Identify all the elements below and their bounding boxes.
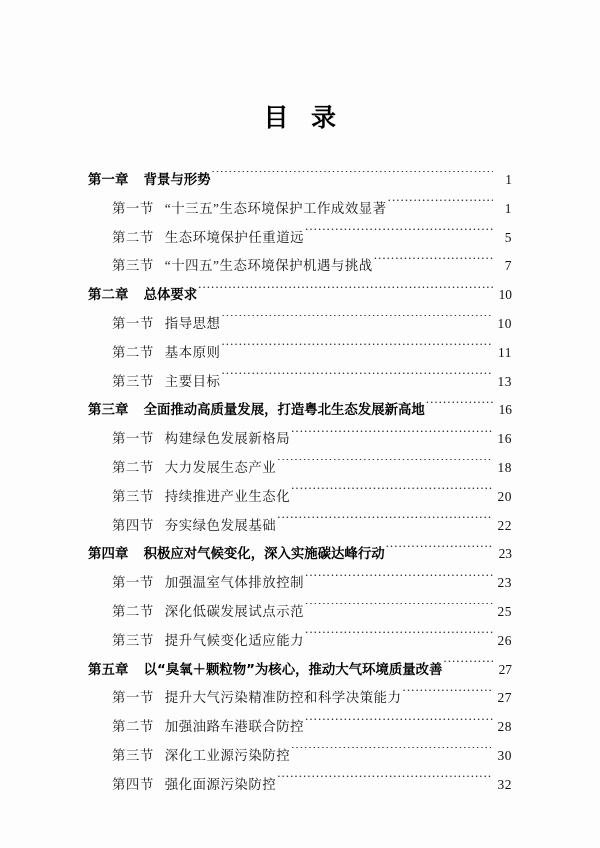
toc-entry-label: 全面推动高质量发展，打造粤北生态发展新高地 [143, 403, 425, 419]
toc-chapter-entry[interactable] [0, 281, 600, 310]
toc-entry-page-number: 23 [498, 546, 512, 562]
dot-leader [374, 257, 493, 270]
dot-leader [222, 372, 494, 385]
toc-section-entry[interactable] [0, 224, 600, 253]
toc-entry-page-number: 26 [497, 632, 512, 648]
toc-entry-label: 加强油路车港联合防控 [164, 719, 305, 735]
toc-entry-page-number: 28 [497, 719, 512, 735]
toc-section-entry[interactable] [0, 483, 600, 512]
toc-entry-page-number: 25 [497, 603, 512, 619]
dot-leader [291, 747, 493, 760]
toc-entry-label: “十三五”生态环境保护工作成效显著 [164, 200, 387, 216]
toc-entry-page-number: 10 [497, 315, 512, 331]
toc-entry-page-number: 1 [505, 172, 512, 187]
dot-leader [222, 343, 494, 356]
toc-section-entry[interactable] [0, 742, 600, 771]
toc-entry-number: 第一节 [112, 431, 154, 447]
toc-entry-page-number: 5 [504, 229, 512, 245]
toc-entry-page-number: 27 [498, 661, 512, 677]
dot-leader [443, 660, 493, 673]
toc-entry-label: 提升气候变化适应能力 [164, 632, 305, 648]
dot-leader [403, 689, 493, 702]
toc-section-entry[interactable] [0, 569, 600, 598]
toc-section-entry[interactable] [0, 771, 600, 800]
toc-section-entry[interactable] [0, 425, 600, 454]
toc-entry-page-number: 27 [497, 690, 512, 706]
toc-entry-page-number: 30 [497, 747, 512, 763]
toc-entry-number: 第二节 [112, 603, 154, 619]
dot-leader [305, 574, 493, 587]
dot-leader [305, 631, 493, 644]
toc-chapter-entry[interactable] [0, 656, 600, 685]
dot-leader [386, 545, 493, 558]
dot-leader [198, 286, 493, 299]
toc-entry-label: 基本原则 [164, 344, 221, 360]
toc-section-entry[interactable] [0, 252, 600, 281]
toc-entry-page-number: 11 [498, 344, 512, 360]
toc-entry-number: 第一节 [112, 690, 154, 706]
table-of-contents [0, 166, 600, 800]
toc-entry-page-number: 16 [497, 431, 512, 447]
toc-entry-label: 以“臭氧＋颗粒物”为核心，推动大气环境质量改善 [143, 662, 443, 678]
toc-entry-label: 强化面源污染防控 [164, 776, 277, 792]
dot-leader [277, 516, 493, 529]
toc-section-entry[interactable] [0, 339, 600, 368]
page-title-char-2: 录 [311, 103, 337, 132]
toc-entry-page-number: 18 [497, 459, 512, 475]
page-title [0, 0, 600, 134]
toc-entry-label: 积极应对气候变化，深入实施碳达峰行动 [143, 547, 385, 563]
toc-entry-label: 加强温室气体排放控制 [164, 575, 305, 591]
toc-entry-label: 持续推进产业生态化 [164, 488, 291, 504]
toc-entry-number: 第三章 [88, 403, 129, 419]
toc-section-entry[interactable] [0, 310, 600, 339]
toc-section-entry[interactable] [0, 713, 600, 742]
toc-entry-label: 主要目标 [164, 373, 221, 389]
dot-leader [305, 228, 493, 241]
dot-leader [305, 603, 493, 616]
toc-entry-number: 第三节 [112, 258, 154, 274]
toc-entry-number: 第四章 [88, 547, 129, 563]
toc-entry-label: 提升大气污染精准防控和科学决策能力 [164, 690, 402, 706]
toc-entry-page-number: 22 [497, 517, 512, 533]
dot-leader [277, 459, 493, 472]
toc-entry-number: 第三节 [112, 747, 154, 763]
toc-section-entry[interactable] [0, 454, 600, 483]
toc-entry-number: 第三节 [112, 488, 154, 504]
toc-entry-number: 第二节 [112, 459, 154, 475]
toc-entry-number: 第一节 [112, 575, 154, 591]
dot-leader [277, 775, 493, 788]
dot-leader [426, 401, 493, 414]
dot-leader [291, 487, 493, 500]
toc-entry-label: 深化低碳发展试点示范 [164, 603, 305, 619]
toc-entry-label: “十四五”生态环境保护机遇与挑战 [164, 258, 373, 274]
toc-entry-number: 第四节 [112, 517, 154, 533]
toc-entry-label: 总体要求 [143, 288, 198, 304]
toc-entry-label: 背景与形势 [143, 173, 211, 188]
toc-entry-number: 第一节 [112, 200, 154, 216]
page-title-char-1: 目 [263, 103, 289, 132]
toc-entry-number: 第四节 [112, 776, 154, 792]
toc-entry-label: 指导思想 [164, 315, 221, 331]
toc-entry-number: 第三节 [112, 373, 154, 389]
toc-chapter-entry[interactable] [0, 396, 600, 425]
toc-entry-label: 大力发展生态产业 [164, 459, 277, 475]
toc-section-entry[interactable] [0, 195, 600, 224]
toc-section-entry[interactable] [0, 598, 600, 627]
dot-leader [222, 315, 494, 328]
toc-entry-number: 第一章 [88, 173, 129, 188]
toc-entry-number: 第三节 [112, 632, 154, 648]
toc-entry-label: 生态环境保护任重道远 [164, 229, 305, 245]
toc-entry-number: 第五章 [88, 662, 129, 678]
dot-leader [305, 718, 493, 731]
toc-entry-number: 第二章 [88, 288, 129, 304]
dot-leader [212, 171, 493, 184]
toc-entry-number: 第二节 [112, 344, 154, 360]
toc-entry-page-number: 7 [504, 258, 512, 274]
toc-section-entry[interactable] [0, 627, 600, 656]
toc-entry-label: 构建绿色发展新格局 [164, 431, 291, 447]
toc-entry-page-number: 10 [498, 287, 512, 303]
toc-entry-label: 深化工业源污染防控 [164, 747, 291, 763]
toc-section-entry[interactable] [0, 368, 600, 397]
toc-entry-page-number: 16 [498, 402, 512, 418]
toc-entry-page-number: 1 [504, 200, 512, 216]
toc-chapter-entry[interactable] [0, 540, 600, 569]
toc-entry-page-number: 20 [497, 488, 512, 504]
toc-entry-number: 第一节 [112, 315, 154, 331]
toc-entry-page-number: 13 [497, 373, 512, 389]
toc-section-entry[interactable] [0, 684, 600, 713]
toc-chapter-entry[interactable] [0, 166, 600, 195]
toc-entry-number: 第二节 [112, 229, 154, 245]
toc-entry-page-number: 23 [497, 575, 512, 591]
dot-leader [388, 199, 493, 212]
dot-leader [291, 430, 493, 443]
toc-entry-label: 夯实绿色发展基础 [164, 517, 277, 533]
toc-section-entry[interactable] [0, 512, 600, 541]
toc-entry-page-number: 32 [497, 776, 512, 792]
toc-entry-number: 第二节 [112, 719, 154, 735]
